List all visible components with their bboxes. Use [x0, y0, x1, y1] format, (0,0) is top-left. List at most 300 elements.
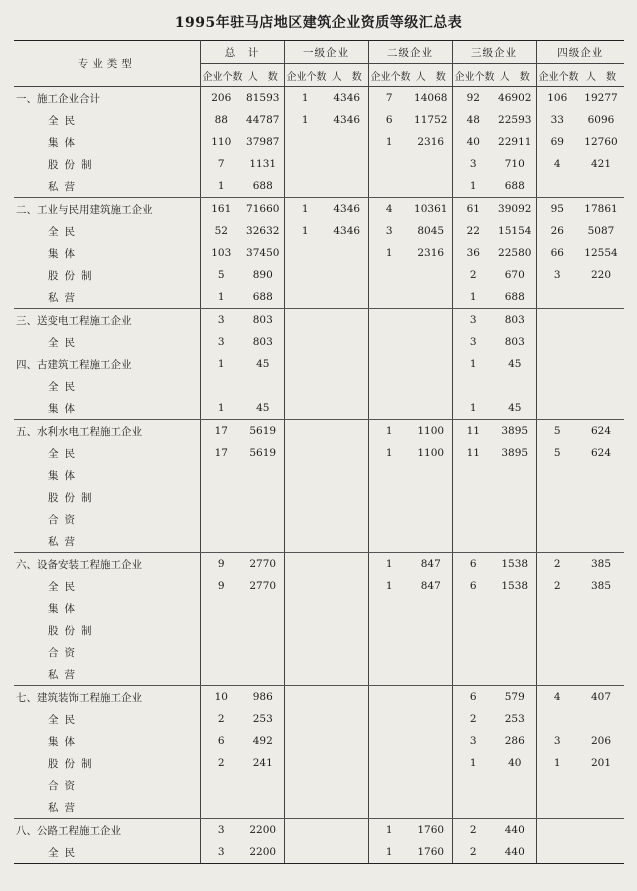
people-count-cell: 2770 [249, 558, 277, 570]
enterprise-count-cell: 3 [200, 309, 242, 332]
subcategory-label: 集体 [14, 131, 200, 153]
enterprise-count-cell [452, 796, 494, 819]
people-count-cell: 688 [494, 175, 536, 198]
people-count-cell [578, 508, 624, 530]
people-count-cell [326, 796, 368, 819]
people-count-cell: 39092 [498, 203, 532, 215]
people-count-cell: 5619 [249, 447, 277, 459]
people-count-cell [242, 619, 284, 641]
enterprise-count-cell [368, 309, 410, 332]
people-count-cell [326, 752, 368, 774]
people-count-cell [326, 619, 368, 641]
people-count-cell [242, 508, 284, 530]
enterprise-count-cell: 4 [368, 198, 410, 221]
people-count-cell [326, 375, 368, 397]
subcategory-label: 股份制 [14, 264, 200, 286]
people-count-cell [410, 752, 452, 774]
people-count-cell [410, 686, 452, 709]
people-count-cell: 15154 [498, 225, 532, 237]
enterprise-count-cell: 11 [452, 442, 494, 464]
people-count-cell [494, 641, 536, 663]
table-row [14, 198, 624, 221]
people-count-cell: 220 [590, 269, 612, 281]
enterprise-count-cell [284, 420, 326, 443]
people-count-cell [578, 286, 624, 309]
subcategory-label: 合资 [14, 641, 200, 663]
table-row [14, 530, 624, 553]
enterprise-count-cell: 9 [200, 575, 242, 597]
subcategory-label: 集体 [14, 730, 200, 752]
people-count-cell: 10361 [414, 203, 448, 215]
people-count-cell: 803 [504, 336, 525, 348]
table-row [14, 508, 624, 530]
people-count-cell: 8045 [417, 225, 445, 237]
people-count-cell [410, 508, 452, 530]
people-count-cell: 5619 [249, 425, 277, 437]
people-count-cell: 1100 [417, 425, 445, 437]
subcategory-label: 股份制 [14, 486, 200, 508]
people-count-cell [326, 819, 368, 842]
people-count-cell [578, 641, 624, 663]
people-count-cell: 1100 [417, 447, 445, 459]
enterprise-count-cell: 6 [452, 575, 494, 597]
people-count-cell: 241 [252, 757, 273, 769]
enterprise-count-cell: 69 [536, 131, 578, 153]
people-count-cell [578, 663, 624, 686]
enterprise-count-cell [368, 353, 410, 375]
enterprise-count-cell [368, 597, 410, 619]
people-count-cell: 22593 [498, 114, 532, 126]
table-row [14, 286, 624, 309]
subcategory-label: 合资 [14, 774, 200, 796]
people-count-cell [242, 796, 284, 819]
table-row [14, 597, 624, 619]
enterprise-count-cell: 3 [536, 264, 578, 286]
enterprise-count-cell: 2 [536, 575, 578, 597]
enterprise-count-cell: 7 [200, 153, 242, 175]
enterprise-count-cell [368, 730, 410, 752]
enterprise-count-cell: 2 [200, 708, 242, 730]
subcategory-label: 集体 [14, 397, 200, 420]
enterprise-count-cell: 2 [452, 841, 494, 864]
enterprise-count-cell [536, 796, 578, 819]
people-count-cell: 37987 [246, 136, 280, 148]
enterprise-count-cell: 2 [452, 264, 494, 286]
enterprise-count-cell [284, 309, 326, 332]
enterprise-count-cell: 17 [200, 442, 242, 464]
enterprise-count-cell [536, 464, 578, 486]
enterprise-count-cell [284, 242, 326, 264]
table-row [14, 641, 624, 663]
enterprise-count-cell [368, 331, 410, 353]
people-count-cell: 44787 [246, 114, 280, 126]
people-count-cell: 3895 [501, 425, 529, 437]
enterprise-count-cell: 1 [200, 353, 242, 375]
enterprise-count-cell [284, 708, 326, 730]
people-count-cell [242, 375, 284, 397]
people-count-cell [326, 242, 368, 264]
people-count-cell [326, 686, 368, 709]
group-header-grade3: 三级企业 [452, 41, 536, 64]
enterprise-count-cell: 161 [200, 198, 242, 221]
people-count-cell [410, 464, 452, 486]
enterprise-count-cell: 3 [452, 309, 494, 332]
table-row [14, 486, 624, 508]
people-count-cell [494, 375, 536, 397]
enterprise-count-cell: 48 [452, 109, 494, 131]
people-count-cell: 1538 [501, 558, 529, 570]
people-count-cell [494, 663, 536, 686]
people-count-cell: 22911 [498, 136, 532, 148]
subcategory-label: 全民 [14, 375, 200, 397]
enterprise-count-cell: 1 [368, 242, 410, 264]
category-label: 七、建筑装饰工程施工企业 [14, 686, 200, 709]
people-count-cell [494, 796, 536, 819]
subcategory-label: 全民 [14, 331, 200, 353]
table-body [14, 87, 624, 864]
enterprise-count-cell: 9 [200, 553, 242, 576]
enterprise-count-cell [536, 331, 578, 353]
table-row [14, 796, 624, 819]
enterprise-count-cell: 2 [452, 708, 494, 730]
people-count-cell [326, 708, 368, 730]
enterprise-count-cell [536, 375, 578, 397]
enterprise-count-cell [284, 530, 326, 553]
people-count-cell [242, 774, 284, 796]
enterprise-count-cell: 3 [452, 153, 494, 175]
people-count-cell [578, 619, 624, 641]
subcategory-label: 私营 [14, 175, 200, 198]
enterprise-count-cell: 1 [200, 286, 242, 309]
enterprise-count-cell [536, 486, 578, 508]
enterprise-count-cell [536, 353, 578, 375]
people-count-cell [410, 530, 452, 553]
enterprise-count-cell: 11 [452, 420, 494, 443]
enterprise-count-cell: 1 [284, 87, 326, 110]
people-count-cell [242, 530, 284, 553]
enterprise-count-cell [284, 131, 326, 153]
sub-header-count: 企业个数 [452, 64, 494, 87]
people-count-cell [242, 464, 284, 486]
people-count-cell: 440 [494, 841, 536, 864]
enterprise-count-cell [200, 375, 242, 397]
table-row [14, 819, 624, 842]
people-count-cell: 4346 [333, 114, 361, 126]
enterprise-count-cell: 3 [200, 331, 242, 353]
category-label: 八、公路工程施工企业 [14, 819, 200, 842]
people-count-cell: 45 [256, 358, 270, 370]
enterprise-count-cell [284, 641, 326, 663]
enterprise-count-cell [284, 841, 326, 864]
people-count-cell [410, 796, 452, 819]
group-header-total: 总 计 [200, 41, 284, 64]
enterprise-count-cell: 6 [452, 686, 494, 709]
people-count-cell: 803 [252, 336, 273, 348]
people-count-cell: 45 [508, 358, 522, 370]
people-count-cell [410, 597, 452, 619]
table-row [14, 841, 624, 864]
table-row [14, 220, 624, 242]
enterprise-count-cell: 4 [536, 686, 578, 709]
sub-header-count: 企业个数 [368, 64, 410, 87]
enterprise-count-cell: 36 [452, 242, 494, 264]
enterprise-count-cell [368, 619, 410, 641]
enterprise-count-cell: 1 [368, 575, 410, 597]
people-count-cell [410, 774, 452, 796]
table-row [14, 575, 624, 597]
people-count-cell: 40 [508, 757, 522, 769]
table-row [14, 109, 624, 131]
people-count-cell [326, 420, 368, 443]
people-count-cell [326, 175, 368, 198]
people-count-cell [326, 153, 368, 175]
sub-header-people: 人 数 [410, 64, 452, 87]
people-count-cell: 14068 [414, 92, 448, 104]
people-count-cell [578, 375, 624, 397]
enterprise-count-cell [200, 464, 242, 486]
enterprise-count-cell: 3 [452, 331, 494, 353]
people-count-cell [578, 819, 624, 842]
enterprise-count-cell [368, 464, 410, 486]
subcategory-label: 股份制 [14, 619, 200, 641]
people-count-cell [326, 730, 368, 752]
people-count-cell [578, 708, 624, 730]
enterprise-count-cell [452, 530, 494, 553]
enterprise-count-cell [284, 464, 326, 486]
people-count-cell [326, 486, 368, 508]
people-count-cell [326, 597, 368, 619]
enterprise-count-cell: 3 [452, 730, 494, 752]
table-row [14, 730, 624, 752]
table-row [14, 397, 624, 420]
enterprise-count-cell [284, 486, 326, 508]
people-count-cell [326, 530, 368, 553]
table-row [14, 553, 624, 576]
enterprise-count-cell: 92 [452, 87, 494, 110]
people-count-cell [326, 397, 368, 420]
people-count-cell [326, 774, 368, 796]
enterprise-count-cell: 5 [200, 264, 242, 286]
enterprise-count-cell [368, 375, 410, 397]
enterprise-count-cell: 6 [368, 109, 410, 131]
enterprise-count-cell: 2 [200, 752, 242, 774]
people-count-cell: 670 [504, 269, 525, 281]
enterprise-count-cell: 1 [284, 220, 326, 242]
people-count-cell [578, 796, 624, 819]
page-title: 1995年驻马店地区建筑企业资质等级汇总表 [174, 15, 463, 31]
sub-header-people: 人 数 [242, 64, 284, 87]
enterprise-count-cell [368, 774, 410, 796]
enterprise-count-cell: 2 [536, 553, 578, 576]
subcategory-label: 全民 [14, 442, 200, 464]
people-count-cell [410, 708, 452, 730]
people-count-cell: 286 [504, 735, 525, 747]
enterprise-count-cell: 1 [368, 553, 410, 576]
people-count-cell: 46902 [498, 92, 532, 104]
people-count-cell: 688 [494, 286, 536, 309]
people-count-cell [494, 597, 536, 619]
subcategory-label: 集体 [14, 597, 200, 619]
enterprise-count-cell: 10 [200, 686, 242, 709]
subcategory-label: 股份制 [14, 752, 200, 774]
enterprise-count-cell [284, 153, 326, 175]
enterprise-count-cell [536, 309, 578, 332]
enterprise-count-cell: 1 [368, 819, 410, 842]
enterprise-count-cell [200, 530, 242, 553]
enterprise-count-cell: 2 [452, 819, 494, 842]
people-count-cell: 12554 [584, 247, 618, 259]
category-header: 专业类型 [14, 41, 200, 87]
people-count-cell [326, 663, 368, 686]
enterprise-count-cell [536, 508, 578, 530]
enterprise-count-cell [536, 819, 578, 842]
enterprise-count-cell [368, 153, 410, 175]
people-count-cell: 847 [420, 558, 441, 570]
people-count-cell [494, 619, 536, 641]
people-count-cell: 1131 [249, 158, 277, 170]
group-header-grade2: 二级企业 [368, 41, 452, 64]
people-count-cell [326, 131, 368, 153]
enterprise-count-cell [284, 397, 326, 420]
people-count-cell: 71660 [246, 203, 280, 215]
people-count-cell [326, 464, 368, 486]
enterprise-count-cell [536, 663, 578, 686]
people-count-cell: 847 [420, 580, 441, 592]
people-count-cell [410, 331, 452, 353]
enterprise-count-cell: 1 [452, 397, 494, 420]
enterprise-count-cell: 1 [368, 442, 410, 464]
people-count-cell [242, 597, 284, 619]
subcategory-label: 全民 [14, 708, 200, 730]
people-count-cell: 12760 [584, 136, 618, 148]
table-row [14, 619, 624, 641]
enterprise-count-cell: 1 [452, 752, 494, 774]
people-count-cell [410, 730, 452, 752]
people-count-cell: 2316 [417, 247, 445, 259]
people-count-cell [326, 508, 368, 530]
enterprise-count-cell: 4 [536, 153, 578, 175]
enterprise-count-cell [284, 331, 326, 353]
table-row [14, 442, 624, 464]
people-count-cell: 17861 [584, 203, 618, 215]
enterprise-count-cell: 1 [536, 752, 578, 774]
people-count-cell: 407 [590, 691, 612, 703]
enterprise-count-cell: 7 [368, 87, 410, 110]
enterprise-count-cell [284, 597, 326, 619]
people-count-cell: 253 [252, 713, 273, 725]
people-count-cell [578, 597, 624, 619]
enterprise-count-cell: 206 [200, 87, 242, 110]
table-row [14, 686, 624, 709]
subcategory-label: 私营 [14, 286, 200, 309]
people-count-cell [578, 774, 624, 796]
people-count-cell: 624 [590, 425, 612, 437]
enterprise-count-cell [284, 619, 326, 641]
subcategory-label: 全民 [14, 109, 200, 131]
people-count-cell [578, 331, 624, 353]
people-count-cell: 3895 [501, 447, 529, 459]
enterprise-count-cell [284, 663, 326, 686]
enterprise-count-cell: 26 [536, 220, 578, 242]
people-count-cell [494, 530, 536, 553]
table-row [14, 464, 624, 486]
people-count-cell [242, 663, 284, 686]
enterprise-count-cell [284, 730, 326, 752]
enterprise-count-cell: 52 [200, 220, 242, 242]
table-row [14, 353, 624, 375]
category-label: 四、古建筑工程施工企业 [14, 353, 200, 375]
people-count-cell: 890 [252, 269, 273, 281]
people-count-cell: 4346 [333, 203, 361, 215]
sub-header-people: 人 数 [326, 64, 368, 87]
people-count-cell [494, 464, 536, 486]
table-row [14, 774, 624, 796]
enterprise-count-cell: 3 [368, 220, 410, 242]
subcategory-label: 全民 [14, 841, 200, 864]
enterprise-count-cell [284, 686, 326, 709]
people-count-cell: 710 [504, 158, 525, 170]
enterprise-count-cell: 33 [536, 109, 578, 131]
subcategory-label: 合资 [14, 508, 200, 530]
enterprise-count-cell [368, 397, 410, 420]
people-count-cell [410, 175, 452, 198]
people-count-cell: 19277 [584, 92, 618, 104]
sub-header-count: 企业个数 [284, 64, 326, 87]
people-count-cell [410, 264, 452, 286]
enterprise-count-cell [368, 641, 410, 663]
enterprise-count-cell [368, 486, 410, 508]
enterprise-count-cell [284, 286, 326, 309]
enterprise-count-cell [284, 575, 326, 597]
enterprise-count-cell [452, 663, 494, 686]
category-label: 六、设备安装工程施工企业 [14, 553, 200, 576]
enterprise-count-cell [452, 375, 494, 397]
subcategory-label: 股份制 [14, 153, 200, 175]
enterprise-count-cell [368, 175, 410, 198]
enterprise-count-cell: 6 [200, 730, 242, 752]
people-count-cell [494, 508, 536, 530]
people-count-cell [326, 286, 368, 309]
table-row [14, 420, 624, 443]
people-count-cell [326, 309, 368, 332]
enterprise-count-cell [200, 796, 242, 819]
category-label: 五、水利水电工程施工企业 [14, 420, 200, 443]
people-count-cell: 11752 [414, 114, 448, 126]
enterprise-count-cell: 1 [452, 175, 494, 198]
people-count-cell: 385 [590, 580, 612, 592]
enterprise-count-cell [452, 464, 494, 486]
people-count-cell [242, 641, 284, 663]
people-count-cell [578, 486, 624, 508]
enterprise-count-cell: 1 [368, 841, 410, 864]
qualification-summary-table [14, 40, 624, 864]
people-count-cell: 2316 [417, 136, 445, 148]
people-count-cell: 1538 [501, 580, 529, 592]
enterprise-count-cell: 1 [368, 420, 410, 443]
people-count-cell: 803 [252, 314, 273, 326]
enterprise-count-cell [368, 286, 410, 309]
table-row [14, 708, 624, 730]
enterprise-count-cell [368, 708, 410, 730]
enterprise-count-cell: 106 [536, 87, 578, 110]
subcategory-label: 私营 [14, 796, 200, 819]
enterprise-count-cell [200, 774, 242, 796]
people-count-cell: 421 [590, 158, 612, 170]
enterprise-count-cell: 3 [536, 730, 578, 752]
subcategory-label: 集体 [14, 464, 200, 486]
subcategory-label: 私营 [14, 663, 200, 686]
enterprise-count-cell [536, 708, 578, 730]
